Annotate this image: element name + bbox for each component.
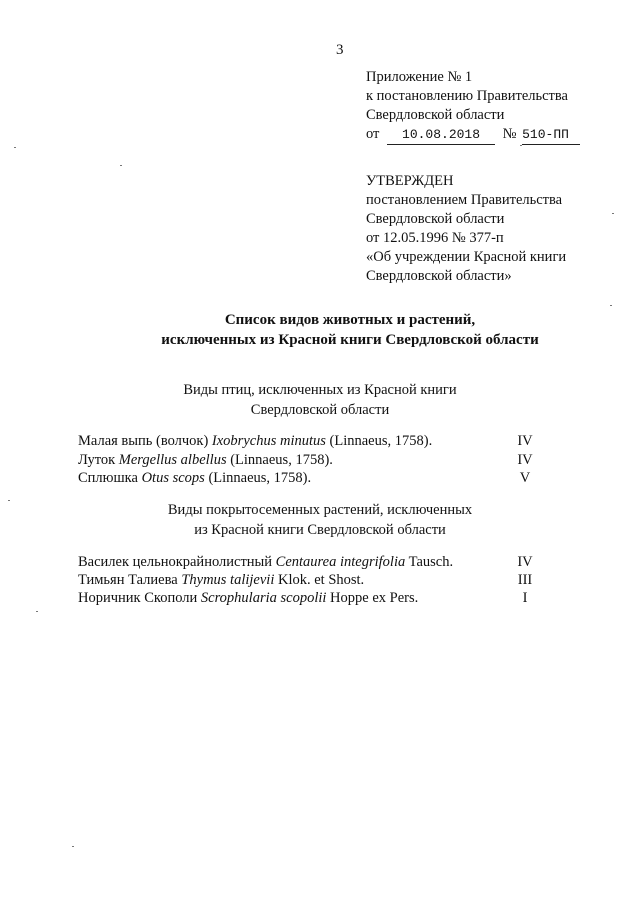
section-birds-heading-line2: Свердловской области [250,402,390,418]
scan-speck [612,213,614,214]
list-item [78,589,418,608]
scan-speck [8,500,10,501]
scan-speck [610,305,612,306]
author: (Linnaeus, 1758). [230,452,333,468]
appendix-block [366,68,580,145]
title-line2: исключенных из Красной книги Свердловской области [161,332,539,348]
section-plants-heading-line1: Виды покрытосеменных растений, исключенных [167,502,473,518]
approved-heading: УТВЕРЖДЕН [366,173,454,189]
author: Tausch. [408,554,454,570]
common-name: Тимьян Талиева [78,572,178,588]
common-name: Малая выпь (волчок) [78,433,209,449]
approved-line4: «Об учреждении Красной книги [366,249,567,265]
author: (Linnaeus, 1758). [208,470,312,486]
document-title [0,310,640,350]
approved-line3: от 12.05.1996 № 377-п [366,230,504,246]
latin-name: Scrophularia scopolii [200,590,327,606]
category: III [517,572,533,588]
section-plants-heading-line2: из Красной книги Свердловской области [194,522,446,538]
scan-speck [36,611,38,612]
common-name: Норичник Скополи [78,590,198,606]
section-birds-heading [0,380,640,420]
appendix-line3: Свердловской области [366,107,505,123]
category: I [522,590,528,606]
approved-block [366,172,566,286]
appendix-line2: к постановлению Правительства [366,88,568,104]
scan-speck [14,147,16,148]
common-name: Луток [78,452,116,468]
category: IV [517,433,533,449]
title-line1: Список видов животных и растений, [224,312,476,328]
scan-speck [520,145,522,146]
common-name: Василек цельнокрайнолистный [78,554,273,570]
author: Hoppe ex Pers. [330,590,419,606]
category: IV [517,554,533,570]
latin-name: Ixobrychus minutus [211,433,326,449]
author: Klok. et Shost. [277,572,365,588]
appendix-date-row [366,125,580,145]
appendix-title: Приложение № 1 [366,69,473,85]
number-label: № [502,126,517,142]
from-label: от [366,126,380,142]
list-item [78,451,333,470]
author: (Linnaeus, 1758). [329,433,433,449]
latin-name: Otus scops [141,470,205,486]
list-item [78,571,364,590]
list-item [78,553,453,572]
approved-line5: Свердловской области» [366,268,512,284]
appendix-number: 510-ПП [522,125,580,145]
approved-line1: постановлением Правительства [366,192,563,208]
category: V [519,470,531,486]
approved-line2: Свердловской области [366,211,505,227]
appendix-date: 10.08.2018 [387,125,495,145]
list-item [78,469,311,488]
list-item [78,432,432,451]
common-name: Сплюшка [78,470,138,486]
scan-speck [72,846,74,847]
section-birds-heading-line1: Виды птиц, исключенных из Красной книги [183,382,457,398]
page-number: 3 [336,42,344,58]
section-plants-heading [0,500,640,540]
scan-speck [120,165,122,166]
category: IV [517,452,533,468]
latin-name: Centaurea integrifolia [275,554,406,570]
latin-name: Mergellus albellus [118,452,227,468]
latin-name: Thymus talijevii [181,572,275,588]
